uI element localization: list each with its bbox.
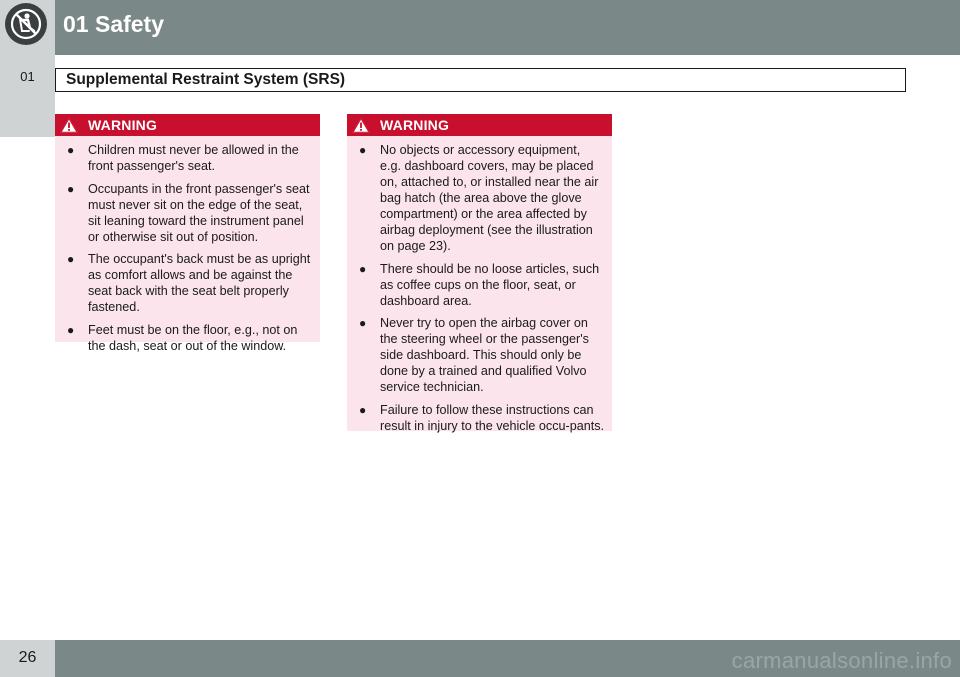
list-item [347,142,604,254]
side-tab-label: 01 [20,69,35,84]
warning-list [347,136,612,448]
header-icon-panel [0,0,55,55]
warning-header [55,114,320,136]
bullet: ● [359,316,367,330]
warning-list [55,136,320,368]
list-item [347,315,604,395]
chapter-title: 01 Safety [63,11,165,37]
list-item-text: Never try to open the airbag cover on the steering wheel or the passenger's side dashboard. This should only be done by a trained and qualified Volvo service technician. [380,316,589,394]
list-item-text: There should be no loose articles, such as coffee cups on the floor, seat, or dashboard area. [380,261,600,308]
list-item [55,181,312,245]
list-item-text: The occupant's back must be as upright as comfort allows and be against the seat back with the seat belt properly fastened. [88,252,311,314]
bullet: ● [67,143,75,157]
bullet: ● [67,322,75,337]
list-item [55,322,312,354]
bullet: ● [359,402,367,417]
list-item-text: Children must never be allowed in the front passenger's seat. [88,143,299,173]
side-tab [0,55,55,137]
list-item [347,402,604,434]
list-item [55,142,312,174]
warning-label: WARNING [380,117,450,133]
warning-box-2 [347,114,612,431]
bullet: ● [67,181,75,196]
list-item [347,261,604,309]
section-header [55,68,906,92]
warning-triangle-icon [58,115,80,135]
list-item [55,251,312,315]
list-item-text: Failure to follow these instructions can result in injury to the vehicle occu-pants. [380,402,605,433]
watermark: carmanualsonline.info [731,648,952,673]
no-occupant-seat-icon [5,3,47,45]
page-number: 26 [18,649,37,666]
warning-label: WARNING [88,117,158,133]
warning-header [347,114,612,136]
section-title: Supplemental Restraint System (SRS) [66,71,346,88]
bullet: ● [359,143,367,157]
list-item-text: Feet must be on the floor, e.g., not on the dash, seat or out of the window. [88,322,298,353]
bullet: ● [67,252,75,266]
header-bar [55,0,960,55]
warning-box-1 [55,114,320,353]
list-item-text: Occupants in the front passenger's seat must never sit on the edge of the seat, sit leaning toward the instrument panel or otherwise sit out of position. [88,181,310,244]
footer-page-panel [0,640,55,677]
footer-bar [55,640,960,677]
bullet: ● [359,261,367,276]
warning-triangle-icon [350,115,372,135]
list-item-text: No objects or accessory equipment, e.g. dashboard covers, may be placed on, attached to, or installed near the air bag hatch (the area above the glove compartment) or the area affected by airbag deployment (see the illustration on page 23). [380,143,599,253]
